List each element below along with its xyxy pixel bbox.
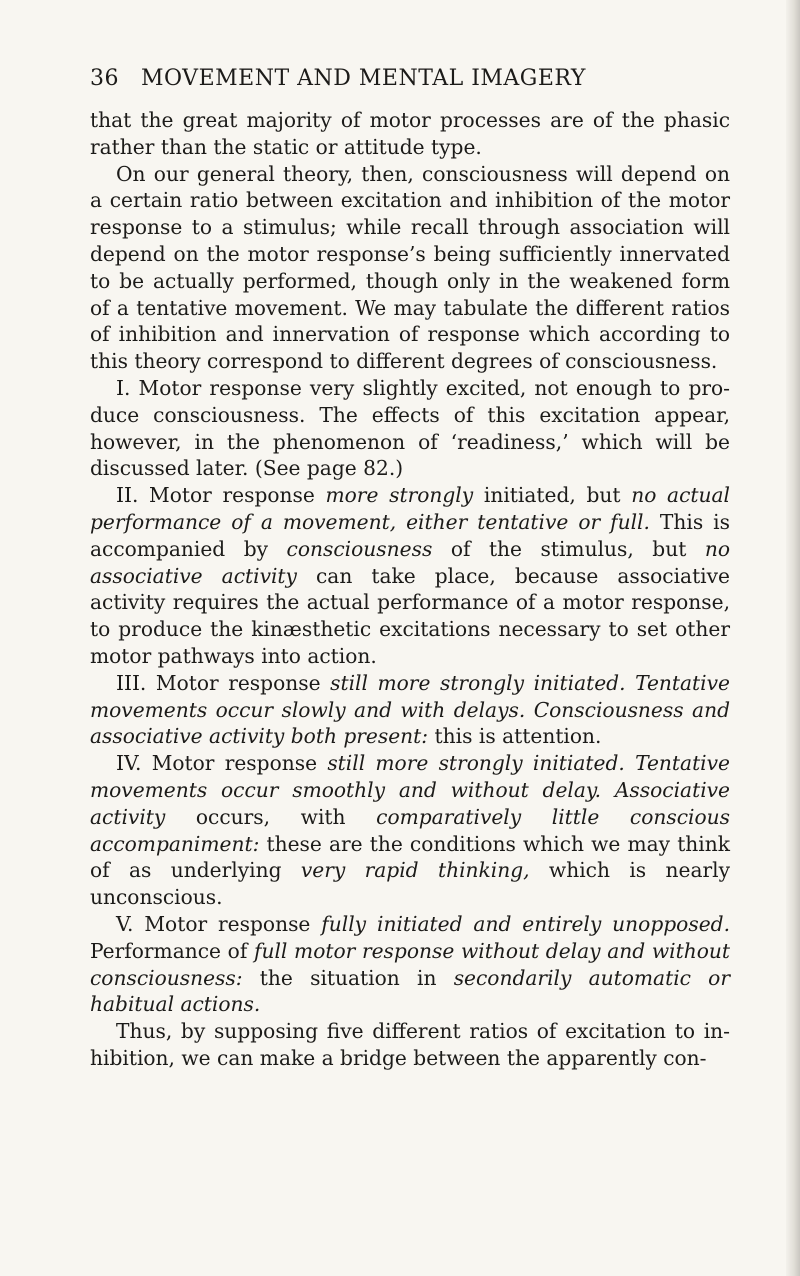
paragraph — [90, 911, 730, 1018]
paragraph — [90, 161, 730, 375]
book-page — [90, 66, 730, 1072]
paragraph — [90, 107, 730, 161]
running-title: MOVEMENT AND MENTAL IMAGERY — [141, 66, 586, 91]
italic-run: still more strongly initiated. Tentative movements occur slowly and with delays. Consciousness and associative activity both present: — [90, 670, 730, 749]
text-run: initiated, but — [473, 483, 632, 508]
paragraph — [90, 375, 730, 482]
text-run: these are the conditions which we may think of as underlying — [90, 831, 730, 883]
italic-run: comparatively little conscious accompaniment: — [90, 804, 731, 856]
text-run: Performance of — [90, 938, 254, 963]
text-run: this is attention. — [428, 724, 602, 749]
italic-run: fully initiated and entirely unopposed. — [321, 911, 730, 936]
paragraph — [90, 670, 730, 750]
text-run: I. Motor response very slightly excited, not enough to produce consciousness. The effects of this excitation appear, however, in the phenomenon of ‘readiness,’ which will be discussed later. (See page 82.) — [90, 375, 730, 481]
page-number: 36 — [90, 66, 119, 91]
italic-run: full motor response without delay and without consciousness: — [90, 938, 730, 990]
text-run: that the great majority of motor processes are of the phasic rather than the static or attitude type. — [90, 108, 730, 159]
text-run: IV. Motor response — [116, 751, 328, 776]
page-edge-shadow — [786, 0, 800, 1276]
body-text — [90, 107, 730, 1072]
text-run: This is accompanied by — [90, 509, 730, 561]
text-run: II. Motor response — [116, 483, 326, 508]
text-run: can take place, because associative activity requires the actual performance of a motor response, to produce the kinæsthetic excitations necessary to set other motor pathways into action. — [90, 563, 730, 668]
italic-run: no actual performance of a movement, either tentative or full. — [90, 483, 730, 534]
italic-run: very rapid thinking, — [300, 858, 530, 883]
text-run: III. Motor response — [116, 670, 331, 695]
italic-run: still more strongly initiated. Tentative movements occur smoothly and without delay. Associative activity — [90, 751, 730, 829]
text-run: which is nearly unconscious. — [90, 858, 730, 910]
paragraph — [90, 750, 730, 911]
text-run: On our general theory, then, consciousness will depend on a certain ratio between excitation and inhibition of the motor response to a stimulus; while recall through association will depend on the motor response’s being sufficiently innervated to be actually performed, though only in the weakened form of a tentative movement. We may tabulate the different ratios of inhibition and innervation of response which according to this theory correspond to different degrees of consciousness. — [90, 161, 730, 374]
text-run: Thus, by supposing five different ratios of excitation to inhibition, we can make a bridge between the apparently con- — [90, 1019, 730, 1070]
running-head — [90, 66, 730, 106]
text-run: the situation in — [242, 965, 454, 990]
text-run: occurs, with — [165, 804, 377, 829]
paragraph — [90, 1018, 730, 1072]
italic-run: no associative activity — [90, 536, 730, 588]
text-run: V. Motor response — [116, 911, 322, 936]
italic-run: more strongly — [325, 483, 474, 508]
italic-run: consciousness — [286, 536, 433, 561]
italic-run: secondarily automatic or habitual actions. — [90, 965, 730, 1017]
text-run: of the stimulus, but — [432, 536, 705, 561]
paragraph — [90, 482, 730, 670]
